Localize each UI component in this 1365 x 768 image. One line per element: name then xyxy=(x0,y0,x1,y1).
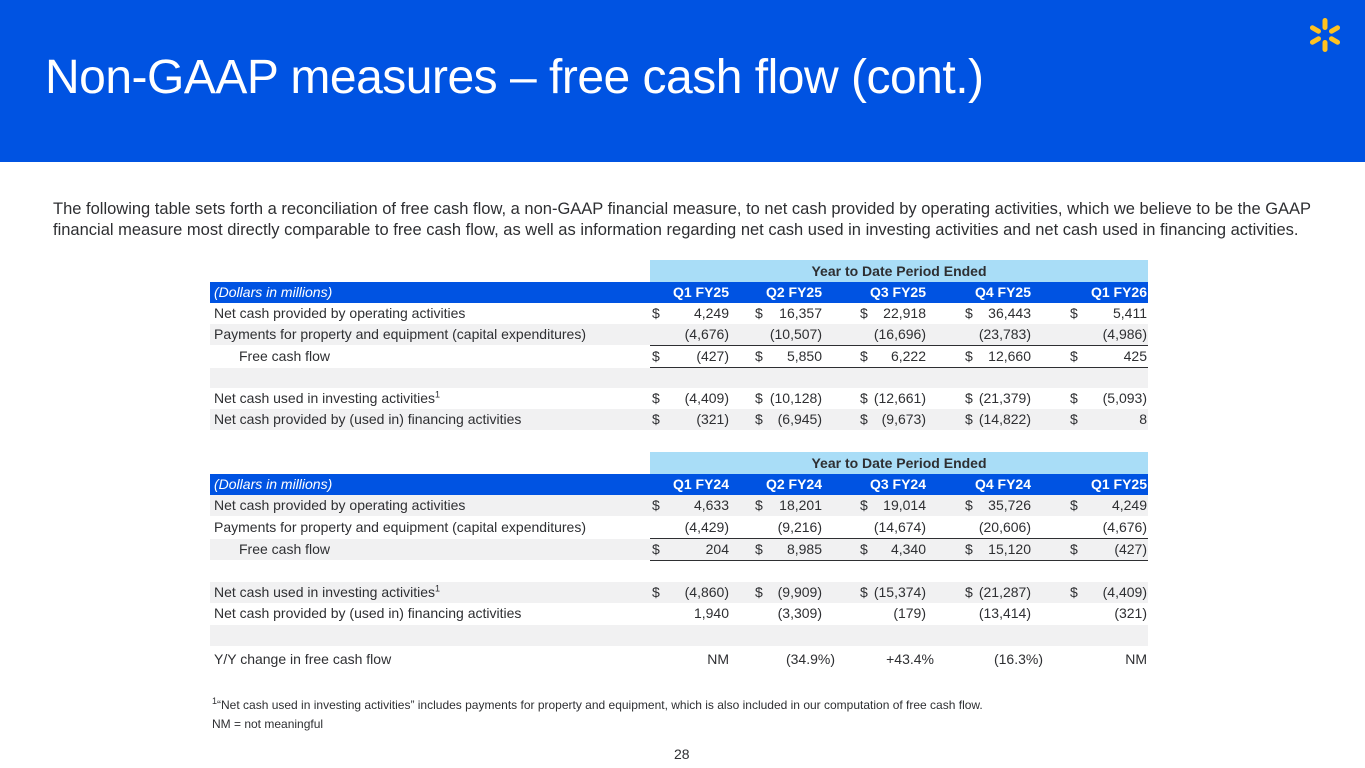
row-label: Free cash flow xyxy=(239,541,331,557)
table-cell: (20,606) xyxy=(978,519,1031,535)
table-cell: $ (6,945) xyxy=(755,411,822,427)
table-cell: (179) xyxy=(893,605,926,621)
table-cell: $ (4,860) xyxy=(652,584,729,600)
table-row xyxy=(210,324,1148,345)
table-cell: (4,986) xyxy=(1102,326,1147,342)
table-row xyxy=(210,539,1148,560)
table-cell: $ 4,249 xyxy=(652,305,729,321)
column-header: Q1 FY24 xyxy=(672,476,729,492)
table-row xyxy=(210,346,1148,367)
table-cell: +43.4% xyxy=(886,651,934,667)
table-cell: $ 22,918 xyxy=(860,305,926,321)
table-cell: $ (4,409) xyxy=(1070,584,1147,600)
column-header: Q1 FY25 xyxy=(1090,476,1147,492)
column-header: Q3 FY24 xyxy=(869,476,926,492)
table-cell: $ 204 xyxy=(652,541,729,557)
table-cell: (10,507) xyxy=(769,326,822,342)
table-row xyxy=(210,303,1148,324)
table-cell: $ (21,379) xyxy=(965,390,1031,406)
intro-paragraph: The following table sets forth a reconciliation of free cash flow, a non-GAAP financial measure, to net cash provided by operating activities, which we believe to be the GAAP financial measure most directly comparable to free cash flow, as well as information regarding net cash used in investing activities and net cash used in financing activities. xyxy=(53,200,1311,239)
table-cell: $ (321) xyxy=(652,411,729,427)
row-label: Free cash flow xyxy=(239,348,331,364)
table-cell: (13,414) xyxy=(978,605,1031,621)
table-row xyxy=(210,649,1148,670)
table-cell: $ 12,660 xyxy=(965,348,1031,364)
table-cell: (34.9%) xyxy=(785,651,835,667)
row-label: Y/Y change in free cash flow xyxy=(214,651,392,667)
row-label: Payments for property and equipment (capital expenditures) xyxy=(214,326,586,342)
table-cell: $ 425 xyxy=(1070,348,1147,364)
table-cell: $ 5,411 xyxy=(1070,305,1147,321)
table-cell: (9,216) xyxy=(777,519,822,535)
column-header: Q4 FY24 xyxy=(974,476,1031,492)
table-cell: $ (427) xyxy=(652,348,729,364)
page-number: 28 xyxy=(674,746,690,762)
spacer-row xyxy=(210,625,1148,646)
row-label: Net cash used in investing activities$^1$ xyxy=(214,583,441,600)
table-cell: $ 5,850 xyxy=(755,348,822,364)
table-cell: $ (15,374) xyxy=(860,584,926,600)
table-cell: (23,783) xyxy=(978,326,1031,342)
table-cell: $ 8 xyxy=(1070,411,1147,427)
table-cell: (14,674) xyxy=(873,519,926,535)
table-cell: $ 15,120 xyxy=(965,541,1031,557)
table-cell: $ (427) xyxy=(1070,541,1147,557)
table-cell: $ 8,985 xyxy=(755,541,822,557)
units-label: (Dollars in millions) xyxy=(214,476,333,492)
column-header: Q2 FY24 xyxy=(765,476,822,492)
row-label: Net cash provided by (used in) financing activities xyxy=(214,605,522,621)
row-label: Net cash provided by operating activities xyxy=(214,305,466,321)
column-header: Q4 FY25 xyxy=(974,284,1031,300)
table-cell: 1,940 xyxy=(693,605,729,621)
table-cell: $ 19,014 xyxy=(860,497,926,513)
table-cell: $ 36,443 xyxy=(965,305,1031,321)
table-cell: $ (21,287) xyxy=(965,584,1031,600)
table-cell: $ (9,909) xyxy=(755,584,822,600)
table-row xyxy=(210,495,1148,516)
table-cell: (4,429) xyxy=(684,519,729,535)
column-header: Q3 FY25 xyxy=(869,284,926,300)
row-label: Net cash used in investing activities$^1$ xyxy=(214,389,441,406)
table-cell: (16.3%) xyxy=(993,651,1043,667)
period-header: Year to Date Period Ended xyxy=(650,452,1148,474)
row-label: Payments for property and equipment (capital expenditures) xyxy=(214,519,586,535)
footnote-nm: NM = not meaningful xyxy=(212,717,324,731)
column-header: Q1 FY26 xyxy=(1090,284,1147,300)
table-cell: $ (10,128) xyxy=(755,390,822,406)
reconciliation-table-fy24-fy25 xyxy=(210,452,1148,672)
table-cell: (4,676) xyxy=(1102,519,1147,535)
table-cell: NM xyxy=(707,651,729,667)
table-cell: $ 4,249 xyxy=(1070,497,1147,513)
table-cell: $ (12,661) xyxy=(860,390,926,406)
table-cell: (16,696) xyxy=(873,326,926,342)
table-cell: $ (5,093) xyxy=(1070,390,1147,406)
table-row xyxy=(210,582,1148,603)
table-row xyxy=(210,388,1148,409)
table-cell: NM xyxy=(1125,651,1147,667)
walmart-spark-icon xyxy=(1307,17,1343,53)
table-row xyxy=(210,517,1148,538)
table-row xyxy=(210,409,1148,430)
table-cell: $ 16,357 xyxy=(755,305,822,321)
table-cell: $ 4,340 xyxy=(860,541,926,557)
table-cell: (321) xyxy=(1114,605,1147,621)
spacer-row xyxy=(210,368,1148,388)
table-cell: (4,676) xyxy=(684,326,729,342)
table-cell: $ 4,633 xyxy=(652,497,729,513)
row-label: Net cash provided by (used in) financing activities xyxy=(214,411,522,427)
row-label: Net cash provided by operating activities xyxy=(214,497,466,513)
table-cell: $ 35,726 xyxy=(965,497,1031,513)
column-header: Q2 FY25 xyxy=(765,284,822,300)
page-title: Non-GAAP measures – free cash flow (cont.) xyxy=(45,51,984,104)
footnote-investing: $^1$“Net cash used in investing activities” includes payments for property and equipment, which is also included in our computation of free cash flow. xyxy=(212,696,983,712)
column-header-row xyxy=(210,474,1148,495)
reconciliation-table-fy25-fy26 xyxy=(210,260,1148,432)
table-cell: $ (4,409) xyxy=(652,390,729,406)
column-header: Q1 FY25 xyxy=(672,284,729,300)
table-cell: $ 18,201 xyxy=(755,497,822,513)
column-header-row xyxy=(210,282,1148,303)
period-header: Year to Date Period Ended xyxy=(650,260,1148,282)
table-cell: $ 6,222 xyxy=(860,348,926,364)
table-cell: $ (14,822) xyxy=(965,411,1031,427)
units-label: (Dollars in millions) xyxy=(214,284,333,300)
table-cell: (3,309) xyxy=(777,605,822,621)
title-banner xyxy=(0,0,1365,162)
table-cell: $ (9,673) xyxy=(860,411,926,427)
table-row xyxy=(210,603,1148,624)
spacer-row xyxy=(210,561,1148,582)
